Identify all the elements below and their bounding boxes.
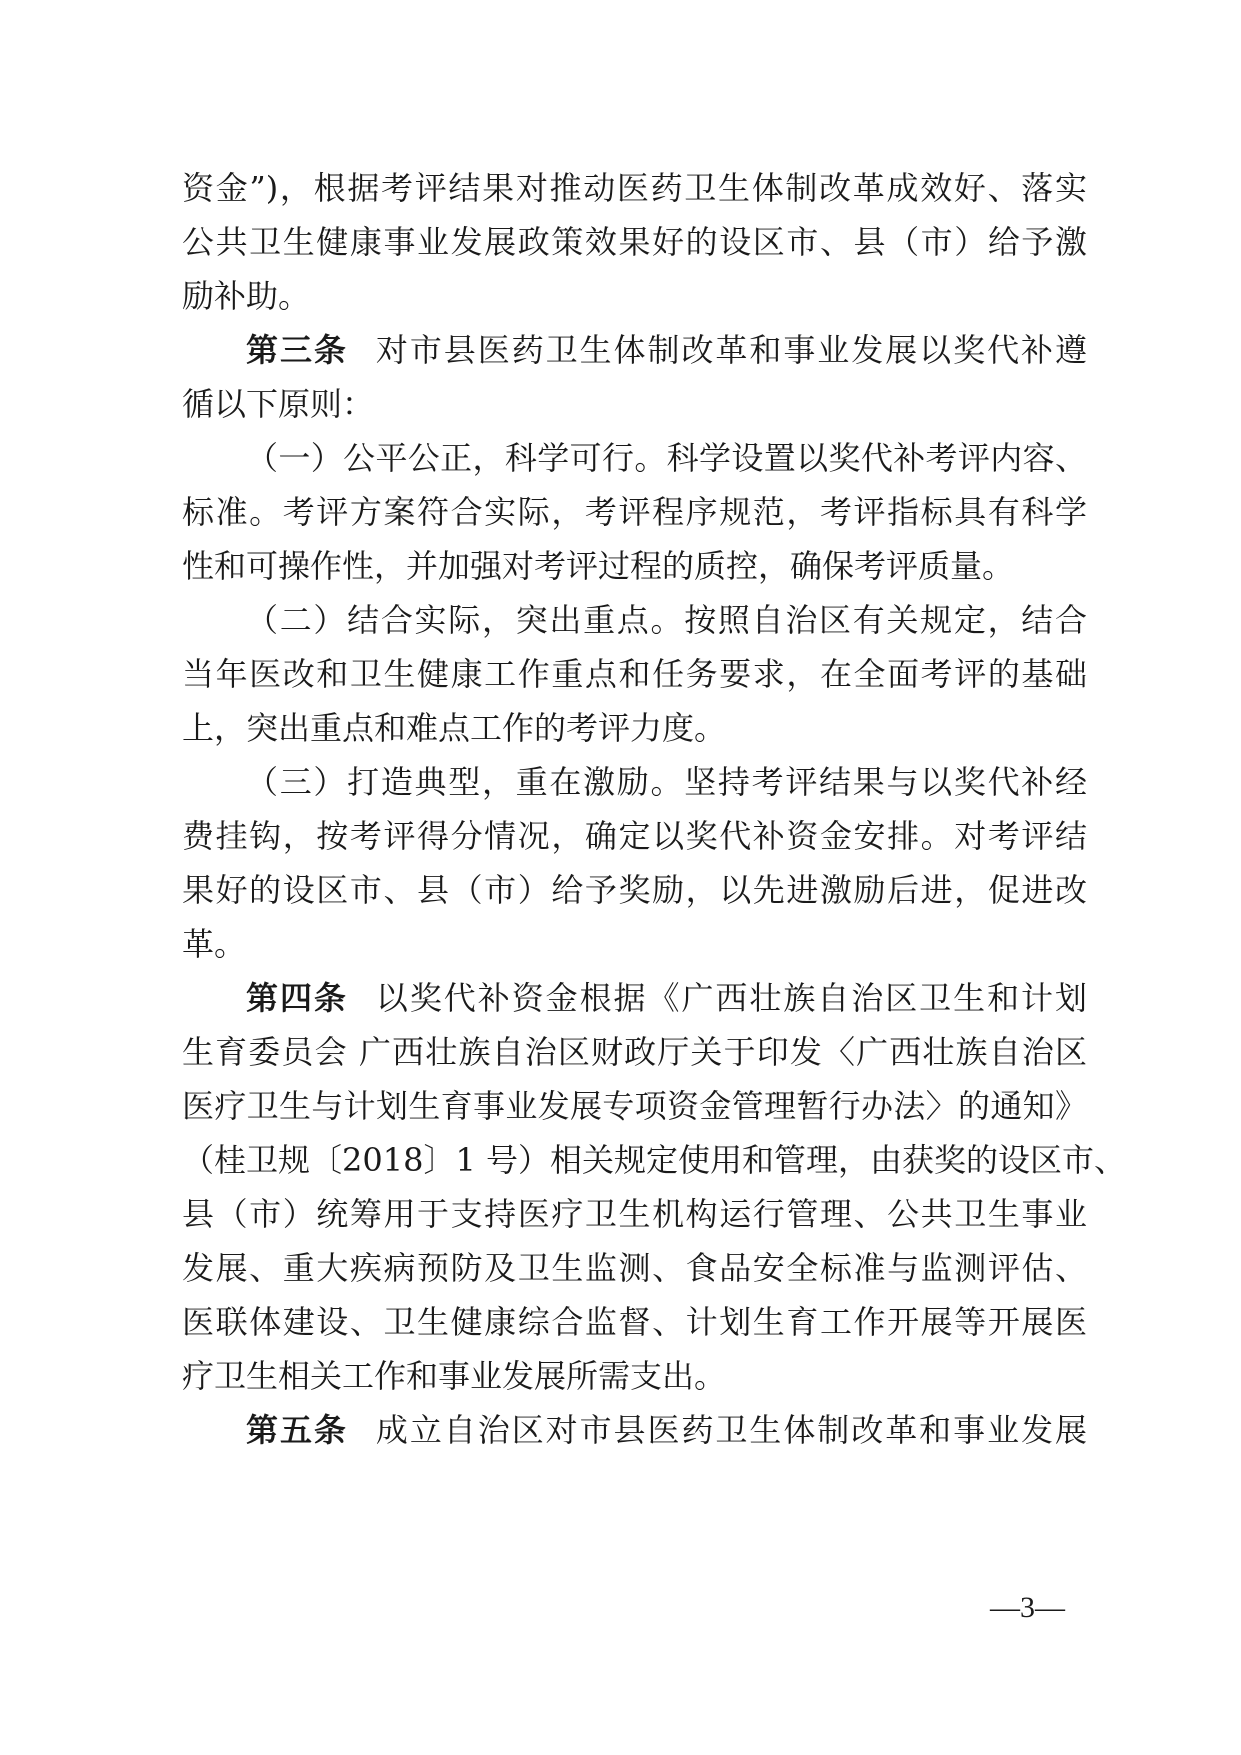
article-3-label: 第三条 <box>246 331 348 369</box>
article-3-first-line <box>246 330 1087 370</box>
text-line: 费挂钩，按考评得分情况，确定以奖代补资金安排。对考评结 <box>182 817 1087 855</box>
article-4-label: 第四条 <box>246 979 348 1017</box>
text-line: 循以下原则： <box>182 385 375 423</box>
text-line: 资金”)，根据考评结果对推动医药卫生体制改革成效好、落实 <box>182 169 1087 207</box>
page-number: —3— <box>990 1591 1065 1624</box>
text-line: 标准。考评方案符合实际，考评程序规范，考评指标具有科学 <box>182 493 1087 531</box>
text-line: 公共卫生健康事业发展政策效果好的设区市、县（市）给予激 <box>182 223 1087 261</box>
article-4-first-line <box>246 978 1087 1018</box>
text-line: 革。 <box>182 925 247 963</box>
text-line: （二）结合实际，突出重点。按照自治区有关规定，结合 <box>246 601 1087 639</box>
text-line: （三）打造典型，重在激励。坚持考评结果与以奖代补经 <box>246 763 1087 801</box>
text-line: 上，突出重点和难点工作的考评力度。 <box>182 709 727 747</box>
text-line: 医疗卫生与计划生育事业发展专项资金管理暂行办法〉的通知》 <box>182 1087 1087 1125</box>
text-line: （一）公平公正，科学可行。科学设置以奖代补考评内容、 <box>246 439 1087 477</box>
text-line: 成立自治区对市县医药卫生体制改革和事业发展 <box>375 1411 1087 1449</box>
text-line: 县（市）统筹用于支持医疗卫生机构运行管理、公共卫生事业 <box>182 1195 1087 1233</box>
text-line: 生育委员会 广西壮族自治区财政厅关于印发〈广西壮族自治区 <box>182 1033 1087 1071</box>
text-line: 疗卫生相关工作和事业发展所需支出。 <box>182 1357 727 1395</box>
text-line: 性和可操作性，并加强对考评过程的质控，确保考评质量。 <box>182 547 1015 585</box>
text-line: 果好的设区市、县（市）给予奖励，以先进激励后进，促进改 <box>182 871 1087 909</box>
text-line: （桂卫规〔2018〕1 号）相关规定使用和管理，由获奖的设区市、 <box>182 1141 1126 1179</box>
text-line: 以奖代补资金根据《广西壮族自治区卫生和计划 <box>375 979 1087 1017</box>
article-5-label: 第五条 <box>246 1411 348 1449</box>
text-line: 医联体建设、卫生健康综合监督、计划生育工作开展等开展医 <box>182 1303 1087 1341</box>
article-5-first-line <box>246 1410 1087 1450</box>
text-line: 发展、重大疾病预防及卫生监测、食品安全标准与监测评估、 <box>182 1249 1087 1287</box>
text-line: 当年医改和卫生健康工作重点和任务要求，在全面考评的基础 <box>182 655 1087 693</box>
text-line: 励补助。 <box>182 277 311 315</box>
text-line: 对市县医药卫生体制改革和事业发展以奖代补遵 <box>375 331 1087 369</box>
